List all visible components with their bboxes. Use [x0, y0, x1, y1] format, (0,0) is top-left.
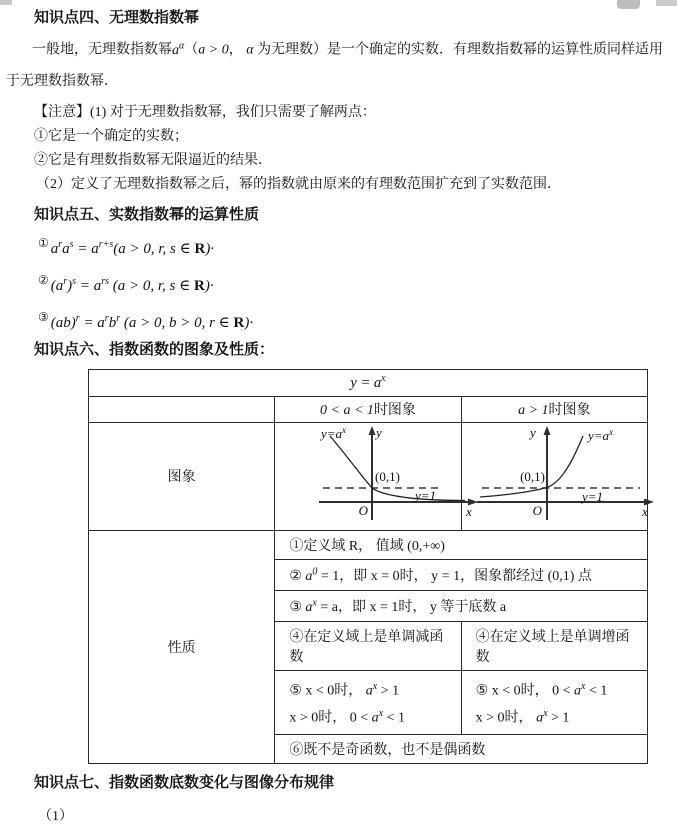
property-x-equals-1 — [275, 590, 648, 621]
point-0-1-label: (0,1) — [375, 468, 401, 484]
math-base: a — [536, 710, 544, 726]
math-run: a — [62, 240, 70, 257]
text-run: 为无理数）是一个确定的实数．有理数指数幂的运算性质同样适用于无理数指数幂． — [6, 42, 664, 89]
math-base: a — [365, 683, 373, 699]
formula-distributive-rule — [38, 310, 671, 335]
formula-body — [50, 238, 215, 257]
math-run: a > 0 — [198, 42, 229, 58]
heading-kp7: 知识点七、指数函数底数变化与图像分布规律 — [34, 773, 335, 791]
property-decreasing: ④在定义域上是单调减函数 — [275, 621, 461, 670]
property-parity: ⑥既不是奇函数，也不是偶函数 — [275, 734, 648, 763]
property-line — [476, 702, 641, 730]
exponential-function-table — [88, 369, 648, 764]
math-sup: r — [63, 275, 68, 287]
math-sup: r — [104, 312, 109, 324]
text-run: ⑤ x < 0时， — [289, 683, 366, 699]
heading-kp4: 知识点四、无理数指数幂 — [34, 9, 200, 26]
math-sup: 0 — [312, 566, 318, 577]
text-run: = a，即 x = 1时， y 等于底数 a — [316, 599, 507, 615]
text-run: > 1 — [547, 710, 570, 726]
formula-body — [50, 275, 214, 294]
math-base: a — [371, 710, 379, 726]
math-sup: x — [378, 708, 384, 720]
math-sup: x — [372, 680, 378, 692]
y-axis-arrow — [543, 426, 550, 435]
math-run: (a > 0, b > 0, r ∈ — [120, 314, 234, 331]
math-run: = a — [73, 240, 99, 257]
math-run: )· — [205, 240, 215, 257]
math-run: (a > 0, r, s ∈ — [109, 277, 194, 294]
formula-number: ③ — [38, 309, 49, 324]
kp7-item-1: （1） — [38, 808, 73, 824]
empty-corner-cell — [89, 396, 275, 422]
math-sup: α — [179, 40, 185, 51]
math-base: y=a — [321, 425, 343, 441]
page-edge-artifact-left — [0, 0, 12, 5]
math-sup: r — [116, 312, 121, 324]
math-run: = a — [76, 277, 102, 294]
math-run: α — [246, 42, 254, 58]
heading-kp5: 知识点五、实数指数幂的运算性质 — [34, 205, 260, 223]
text-run: 时图象 — [373, 403, 416, 419]
math-sup: x — [543, 708, 548, 720]
formula-number: ① — [38, 235, 49, 250]
text-run: ② — [289, 568, 306, 584]
formula-power-rule — [38, 273, 671, 298]
text-run: ， — [228, 42, 247, 58]
property-domain-range: ①定义域 R， 值域 (0,+∞) — [275, 530, 648, 559]
point-0-1-label: (0,1) — [519, 468, 545, 484]
math-run: )· — [204, 277, 214, 294]
text-run: < 1 — [585, 683, 608, 699]
math-sup: x — [312, 597, 317, 608]
text-run: 时图象 — [548, 403, 591, 419]
math-run: (a > 0, r, s ∈ — [113, 240, 195, 257]
text-run: < 1 — [383, 710, 405, 726]
curve-label — [319, 425, 346, 441]
math-run: )· — [244, 314, 254, 331]
text-run: ③ — [289, 599, 306, 615]
math-base: a — [172, 42, 179, 58]
math-run: a > 1 — [518, 403, 549, 419]
math-sup: s — [72, 275, 77, 287]
graph-cell-decreasing — [275, 422, 473, 530]
math-run: b — [108, 314, 117, 331]
math-sup: x — [608, 426, 613, 437]
math-base: a — [305, 568, 313, 584]
text-run: x > 0时， — [475, 710, 537, 726]
y-axis-label: y — [529, 424, 536, 440]
math-set-R: R — [194, 240, 206, 257]
formula-number: ② — [38, 272, 49, 287]
y-axis-arrow — [369, 426, 376, 435]
text-run: （ — [184, 42, 199, 58]
math-set-R: R — [233, 314, 245, 331]
formula-product-rule — [38, 236, 671, 261]
math-sup: r+s — [98, 238, 114, 250]
text-run: > 1 — [377, 683, 400, 699]
math-sup: x — [581, 680, 586, 692]
math-base: y=a — [587, 427, 609, 443]
math-sup: x — [381, 373, 386, 385]
math-a-alpha — [172, 40, 185, 58]
math-base: a — [305, 599, 313, 615]
heading-kp6: 知识点六、指数函数的图象及性质： — [34, 340, 275, 358]
table-title-row — [89, 369, 648, 396]
math-set-R: R — [193, 277, 205, 294]
origin-label: O — [358, 502, 369, 518]
y-equals-1-label: y=1 — [581, 488, 603, 504]
math-run: a — [50, 240, 59, 257]
text-run: = 1，即 x = 0时， y = 1，图象都经过 (0,1) 点 — [317, 568, 592, 584]
col-header-a-gt-1 — [461, 396, 647, 422]
table-header-row — [89, 396, 648, 422]
math-base: a — [574, 683, 581, 699]
math-run: ) — [67, 277, 73, 294]
property-line — [476, 675, 641, 703]
graph-row-label: 图象 — [89, 422, 275, 530]
formula-body — [50, 312, 254, 331]
kp4-point-2: ②它是有理数指数幂无限逼近的结果． — [34, 152, 272, 168]
origin-label: O — [532, 502, 542, 518]
property-increasing: ④在定义域上是单调增函数 — [461, 621, 647, 670]
x-axis-label: x — [466, 503, 473, 519]
property-values-left — [275, 670, 461, 734]
math-sup: rs — [101, 275, 109, 287]
graph-cell-increasing — [461, 422, 647, 530]
math-run: = a — [79, 314, 105, 331]
property-passes-0-1 — [275, 559, 648, 590]
kp4-paragraph — [6, 30, 671, 97]
kp4-point-1: ①它是一个确定的实数； — [34, 128, 188, 144]
property-row-1 — [89, 530, 648, 559]
table-title-cell — [89, 369, 648, 396]
math-sup: x — [342, 424, 347, 435]
math-sup: r — [75, 312, 80, 324]
curve-label — [586, 427, 613, 443]
math-base: y = a — [350, 375, 382, 392]
y-axis-label: y — [376, 424, 383, 440]
math-sup: s — [69, 238, 74, 250]
text-run: 一般地，无理数指数幂 — [32, 42, 172, 58]
increasing-exponential-graph — [462, 424, 677, 530]
x-axis-label: x — [641, 503, 648, 519]
property-line — [289, 702, 454, 730]
kp4-note: 【注意】(1) 对于无理数指数幂，我们只需要了解两点： — [34, 104, 376, 120]
text-run: x > 0时， 0 < — [289, 710, 372, 726]
property-line — [289, 675, 454, 703]
kp4-point-3: （2）定义了无理数指数幂之后，幂的指数就由原来的有理数范围扩充到了实数范围． — [36, 176, 561, 192]
page-edge-artifact-right — [656, 0, 677, 6]
page-edge-artifact-smudge — [617, 0, 640, 9]
col-header-a-lt-1 — [275, 396, 461, 422]
math-run: (a — [50, 277, 64, 294]
math-run: 0 < a < 1 — [320, 403, 374, 419]
text-run: ⑤ x < 0时， 0 < — [475, 683, 574, 699]
math-sup: r — [58, 238, 63, 250]
graph-row — [89, 422, 648, 530]
y-equals-1-label: y=1 — [415, 487, 437, 503]
props-row-label: 性质 — [89, 530, 275, 763]
math-run: (ab) — [50, 314, 76, 331]
property-values-right — [461, 670, 647, 734]
